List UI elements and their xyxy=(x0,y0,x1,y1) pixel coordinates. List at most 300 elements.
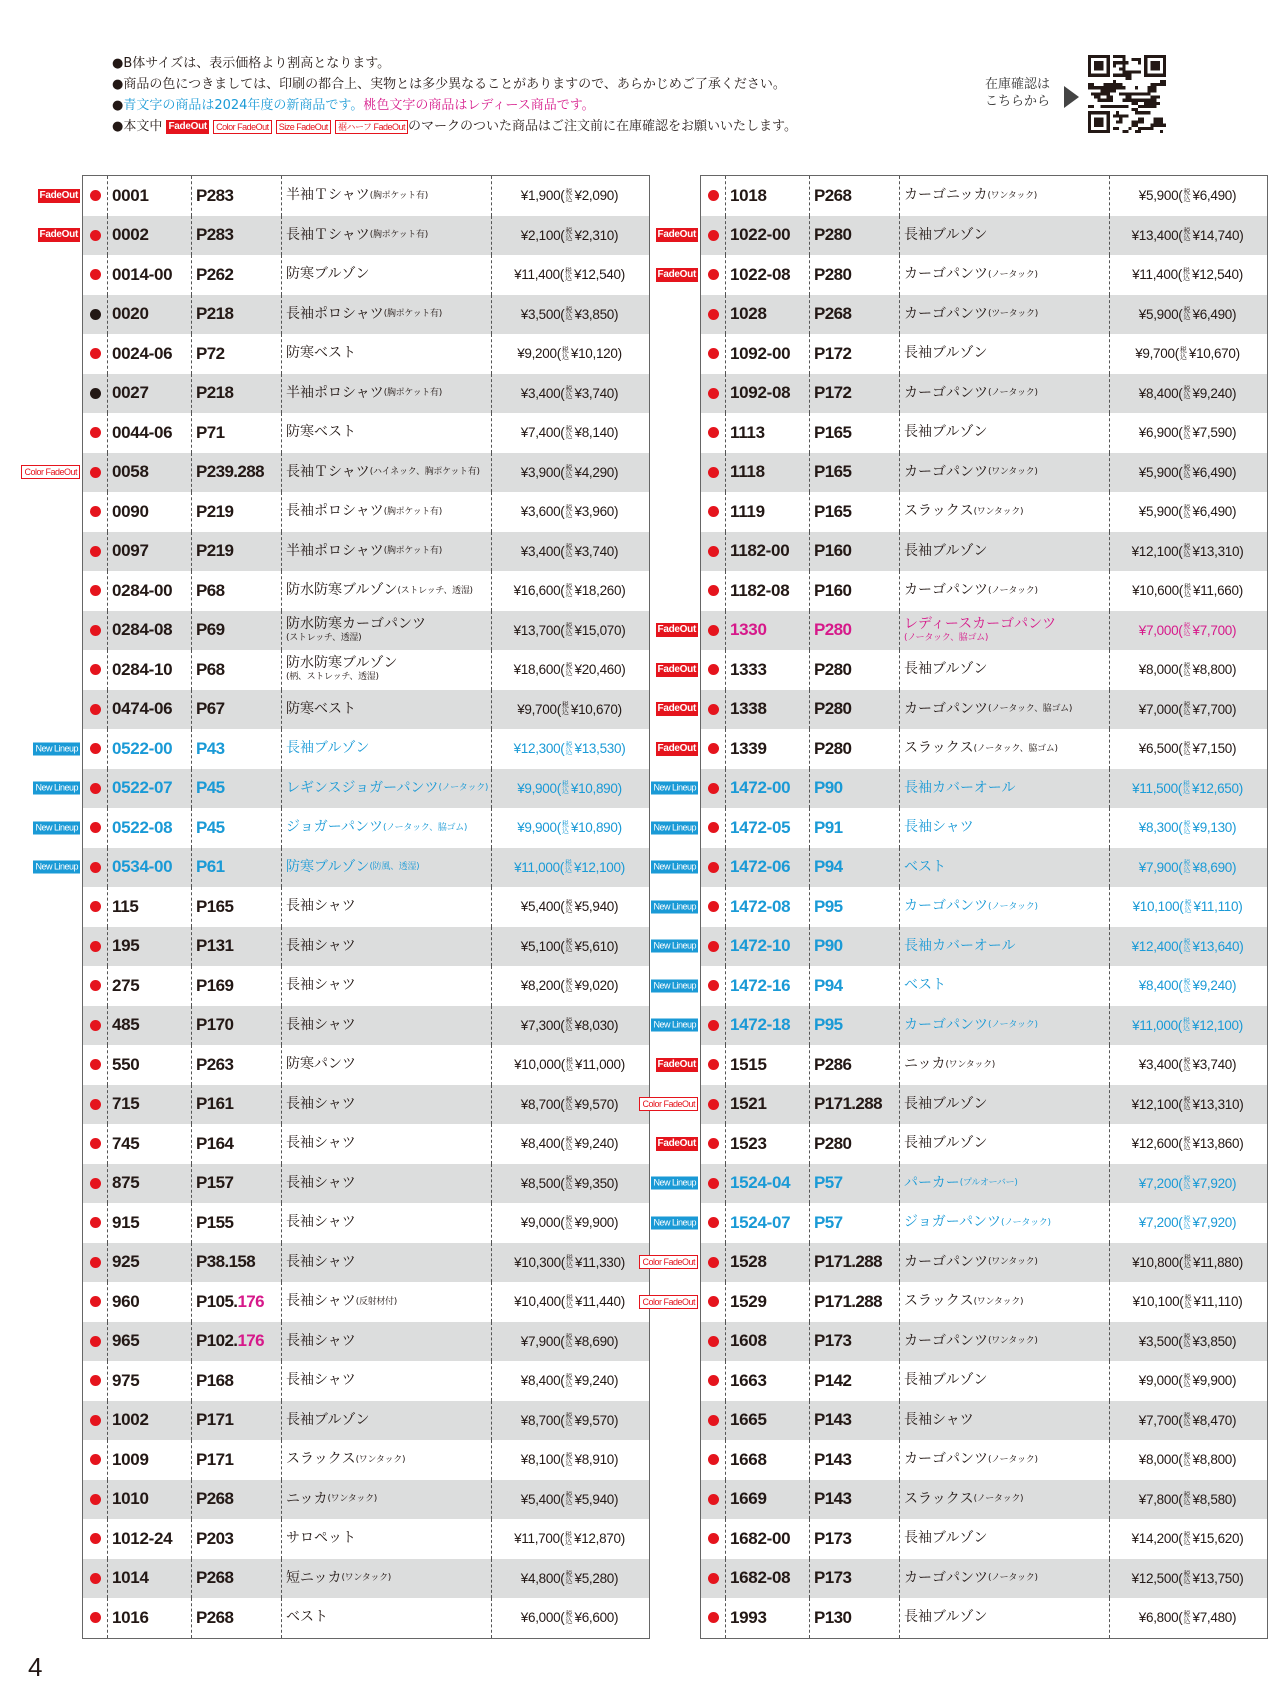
paren-close: ) xyxy=(1239,1136,1244,1152)
table-row xyxy=(657,1045,1267,1085)
catalog-page-main: P218 xyxy=(196,383,234,403)
tax-label: 税込 xyxy=(1183,307,1191,322)
tax-price-value: ¥9,900 xyxy=(1192,1373,1232,1389)
status-dot-icon xyxy=(90,1612,101,1623)
product-name-text: カーゴパンツ xyxy=(904,463,988,480)
status-dot-icon xyxy=(90,1178,101,1189)
price-value: ¥3,900 xyxy=(520,464,561,480)
price xyxy=(1109,690,1265,730)
paren-close: ) xyxy=(614,1017,619,1033)
tax-label: 税込 xyxy=(1183,1610,1191,1625)
product-note: (ワンタック) xyxy=(327,1494,378,1505)
catalog-page-main: P280 xyxy=(814,264,852,284)
note-line-3 xyxy=(112,95,797,116)
status-dot-cell xyxy=(83,216,107,256)
price xyxy=(1109,1006,1265,1046)
catalog-page xyxy=(191,808,281,848)
table-row xyxy=(83,413,649,453)
table-row xyxy=(83,571,649,611)
new-badge: New Lineup xyxy=(653,980,696,991)
product-name-text: レギンスジョガーパンツ xyxy=(286,779,439,796)
price xyxy=(491,769,647,809)
tax-price-value: ¥10,120 xyxy=(570,346,618,362)
status-dot-icon xyxy=(708,585,719,596)
catalog-page xyxy=(809,927,899,967)
paren-close: ) xyxy=(621,622,626,638)
tax-price-value: ¥3,740 xyxy=(574,543,614,559)
catalog-page xyxy=(809,255,899,295)
tax-label: 税込 xyxy=(1183,267,1190,282)
price xyxy=(1109,1045,1265,1085)
tax-price-value: ¥13,310 xyxy=(1192,1096,1240,1112)
price xyxy=(1109,927,1265,967)
note-suffix: のマークのついた商品はご注文前に在庫確認をお願いいたします。 xyxy=(408,119,797,134)
product-code: 0097 xyxy=(107,532,191,572)
tax-price-value: ¥9,130 xyxy=(1192,820,1232,836)
paren-open: ( xyxy=(560,741,565,757)
catalog-page-main: P268 xyxy=(814,185,852,205)
price-value: ¥8,400 xyxy=(520,1373,561,1389)
new-badge: New Lineup xyxy=(653,861,696,872)
product-name xyxy=(899,650,1109,690)
status-dot-cell xyxy=(83,1164,107,1204)
product-code: 1608 xyxy=(725,1322,809,1362)
product-name-text: 防水防寒ブルゾン xyxy=(286,655,398,672)
status-dot-icon xyxy=(708,1257,719,1268)
catalog-page-main: P38.158 xyxy=(196,1252,256,1272)
status-dot-cell xyxy=(701,1559,725,1599)
fade-badge: FadeOut xyxy=(657,268,696,280)
table-row xyxy=(35,729,649,769)
price xyxy=(491,690,647,730)
price xyxy=(491,1045,647,1085)
status-dot-cell xyxy=(83,1440,107,1480)
status-dot-cell xyxy=(83,1203,107,1243)
paren-close: ) xyxy=(1232,701,1237,717)
product-name xyxy=(281,1282,491,1322)
tax-price-value: ¥3,850 xyxy=(574,306,614,322)
product-name xyxy=(281,1440,491,1480)
status-dot-icon xyxy=(90,546,101,557)
tax-price-value: ¥9,240 xyxy=(1192,385,1232,401)
tax-label: 税込 xyxy=(1183,544,1191,559)
price-value: ¥7,200 xyxy=(1138,1215,1179,1231)
product-name-text: カーゴパンツ xyxy=(904,1569,988,1586)
product-note: (プルオーバー) xyxy=(959,1178,1018,1189)
catalog-page xyxy=(809,1440,899,1480)
status-dot-icon xyxy=(708,388,719,399)
price-value: ¥10,400 xyxy=(514,1294,561,1310)
price-value: ¥9,700 xyxy=(517,701,557,717)
product-name xyxy=(281,1480,491,1520)
price-value: ¥9,700 xyxy=(1135,346,1175,362)
table-row xyxy=(83,650,649,690)
catalog-page xyxy=(191,1598,281,1638)
product-code: 1018 xyxy=(725,176,809,216)
product-name-text: 防寒ベスト xyxy=(286,345,356,362)
status-dot-cell xyxy=(83,334,107,374)
product-code: 275 xyxy=(107,966,191,1006)
status-dot-cell xyxy=(83,1322,107,1362)
tax-price-value: ¥9,020 xyxy=(574,978,614,994)
tax-price-value: ¥10,670 xyxy=(1188,346,1236,362)
product-code: 1472-10 xyxy=(725,927,809,967)
status-dot-icon xyxy=(90,1296,101,1307)
product-name xyxy=(899,413,1109,453)
product-name-text: 長袖シャツ xyxy=(286,1372,356,1389)
catalog-page-main: P171 xyxy=(196,1410,234,1430)
product-code: 485 xyxy=(107,1006,191,1046)
tax-price-value: ¥6,490 xyxy=(1192,188,1232,204)
price xyxy=(491,492,647,532)
status-dot-cell xyxy=(701,650,725,690)
tax-price-value: ¥3,740 xyxy=(574,385,614,401)
status-dot-cell xyxy=(701,927,725,967)
tax-label: 税込 xyxy=(565,1571,573,1586)
paren-open: ( xyxy=(560,662,565,678)
paren-open: ( xyxy=(560,1610,565,1626)
price-value: ¥9,000 xyxy=(520,1215,561,1231)
product-code: 1529 xyxy=(725,1282,809,1322)
price xyxy=(491,1361,647,1401)
product-name xyxy=(899,808,1109,848)
catalog-page-main: P143 xyxy=(814,1449,852,1469)
catalog-page-main: P280 xyxy=(814,659,852,679)
product-name-text: 長袖ブルゾン xyxy=(286,740,370,757)
status-dot-cell xyxy=(83,1401,107,1441)
paren-close: ) xyxy=(1232,306,1237,322)
status-dot-icon xyxy=(708,190,719,201)
product-name xyxy=(281,611,491,651)
product-note: (ノータック) xyxy=(988,269,1038,280)
product-note: (胸ポケット有) xyxy=(383,388,442,399)
price-value: ¥11,000 xyxy=(514,859,560,875)
tax-label: 税込 xyxy=(1183,1492,1191,1507)
paren-open: ( xyxy=(1178,1531,1183,1547)
tax-label: 税込 xyxy=(565,623,573,638)
catalog-page-main: P173 xyxy=(814,1528,852,1548)
price-value: ¥7,400 xyxy=(520,425,561,441)
product-code: 1016 xyxy=(107,1598,191,1638)
paren-open: ( xyxy=(1178,1215,1183,1231)
catalog-page xyxy=(191,255,281,295)
product-name xyxy=(281,1203,491,1243)
product-note: (ノータック) xyxy=(988,585,1038,596)
catalog-page-main: P94 xyxy=(814,975,843,995)
tax-price-value: ¥5,610 xyxy=(574,938,614,954)
qr-code-icon[interactable] xyxy=(1088,55,1166,133)
product-name-text: 防寒パンツ xyxy=(286,1056,356,1073)
product-name-text: カーゴパンツ xyxy=(904,1451,988,1468)
paren-close: ) xyxy=(1238,899,1243,915)
product-name-text: 防寒ブルゾン xyxy=(286,266,370,283)
catalog-page xyxy=(191,887,281,927)
price xyxy=(491,1519,647,1559)
price-value: ¥11,400 xyxy=(1132,267,1178,283)
table-row xyxy=(83,1401,649,1441)
table-row xyxy=(701,374,1267,414)
product-code: 1665 xyxy=(725,1401,809,1441)
product-name xyxy=(281,1243,491,1283)
product-code: 1338 xyxy=(725,690,809,730)
tax-price-value: ¥7,480 xyxy=(1192,1610,1232,1626)
status-dot-icon xyxy=(90,585,101,596)
tax-price-value: ¥6,490 xyxy=(1192,464,1232,480)
catalog-page xyxy=(809,295,899,335)
table-row xyxy=(701,1361,1267,1401)
price xyxy=(491,1598,647,1638)
tax-label: 税込 xyxy=(565,1136,573,1151)
tax-price-value: ¥10,890 xyxy=(570,820,618,836)
product-name xyxy=(899,176,1109,216)
product-code: 1524-07 xyxy=(725,1203,809,1243)
status-dot-cell xyxy=(701,255,725,295)
table-row xyxy=(642,1282,1267,1322)
price xyxy=(1109,1519,1265,1559)
tax-price-value: ¥7,700 xyxy=(1192,701,1232,717)
status-dot-cell xyxy=(701,1282,725,1322)
price-value: ¥4,800 xyxy=(520,1570,561,1586)
product-code: 0284-08 xyxy=(107,611,191,651)
paren-open: ( xyxy=(560,227,565,243)
catalog-page xyxy=(809,1401,899,1441)
tax-price-value: ¥13,640 xyxy=(1192,938,1240,954)
status-dot-cell xyxy=(83,1124,107,1164)
status-dot-cell xyxy=(83,492,107,532)
paren-open: ( xyxy=(1178,1610,1183,1626)
paren-open: ( xyxy=(1178,859,1183,875)
price xyxy=(491,216,647,256)
price xyxy=(1109,216,1265,256)
tax-price-value: ¥11,880 xyxy=(1193,1254,1239,1270)
status-dot-cell xyxy=(83,1361,107,1401)
catalog-page xyxy=(191,1164,281,1204)
price-value: ¥5,900 xyxy=(1138,306,1179,322)
status-dot-cell xyxy=(83,1282,107,1322)
price xyxy=(491,334,647,374)
tax-price-value: ¥3,960 xyxy=(574,504,614,520)
status-dot-icon xyxy=(90,1059,101,1070)
product-code: 1528 xyxy=(725,1243,809,1283)
tax-label: 税込 xyxy=(1184,1294,1192,1309)
product-name xyxy=(899,1006,1109,1046)
paren-open: ( xyxy=(1178,662,1183,678)
product-code: 975 xyxy=(107,1361,191,1401)
product-note: (ストレッチ、透湿) xyxy=(397,585,473,596)
status-dot-cell xyxy=(701,1480,725,1520)
tax-label: 税込 xyxy=(565,544,573,559)
tax-label: 税込 xyxy=(1184,583,1191,598)
product-code: 915 xyxy=(107,1203,191,1243)
product-note: (ノータック) xyxy=(438,783,489,794)
table-row xyxy=(657,729,1267,769)
product-name-text: 長袖シャツ xyxy=(286,1174,356,1191)
catalog-page-main: P171.288 xyxy=(814,1291,882,1311)
product-name xyxy=(281,848,491,888)
catalog-page-main: P286 xyxy=(814,1054,852,1074)
status-dot-icon xyxy=(90,783,101,794)
color-badge: Color FadeOut xyxy=(21,465,80,479)
status-dot-cell xyxy=(83,1085,107,1125)
table-row xyxy=(83,1361,649,1401)
paren-open: ( xyxy=(1178,1254,1183,1270)
table-row xyxy=(701,334,1267,374)
product-note: (胸ポケット有) xyxy=(383,546,442,557)
price-value: ¥8,100 xyxy=(520,1452,561,1468)
product-name xyxy=(281,571,491,611)
catalog-page-main: P280 xyxy=(814,225,852,245)
status-dot-icon xyxy=(708,1138,719,1149)
product-name-text: 長袖シャツ xyxy=(286,977,356,994)
catalog-page-main: P283 xyxy=(196,185,234,205)
paren-open: ( xyxy=(1177,780,1182,796)
catalog-page-main: P283 xyxy=(196,225,234,245)
status-dot-icon xyxy=(708,1573,719,1584)
status-dot-icon xyxy=(708,1612,719,1623)
table-row xyxy=(642,1085,1267,1125)
catalog-page xyxy=(809,966,899,1006)
paren-close: ) xyxy=(1232,1452,1237,1468)
product-name-text: カーゴパンツ xyxy=(904,305,988,322)
new-badge: New Lineup xyxy=(35,822,78,833)
catalog-page-main: P173 xyxy=(814,1331,852,1351)
catalog-page-main: P161 xyxy=(196,1094,234,1114)
catalog-page xyxy=(809,1164,899,1204)
price-value: ¥10,000 xyxy=(514,1057,561,1073)
status-dot-cell xyxy=(701,1085,725,1125)
price xyxy=(491,1480,647,1520)
catalog-page-main: P280 xyxy=(814,699,852,719)
table-row xyxy=(701,176,1267,216)
price xyxy=(1109,1598,1265,1638)
catalog-page-main: P239.288 xyxy=(196,462,264,482)
product-name-text: 長袖ブルゾン xyxy=(904,542,988,559)
tax-label: 税込 xyxy=(1183,860,1191,875)
paren-open: ( xyxy=(560,425,565,441)
price-value: ¥12,100 xyxy=(1131,543,1179,559)
product-code: 1472-00 xyxy=(725,769,809,809)
price xyxy=(1109,334,1265,374)
tax-price-value: ¥8,690 xyxy=(574,1333,614,1349)
catalog-page xyxy=(809,1361,899,1401)
table-row xyxy=(701,413,1267,453)
paren-open: ( xyxy=(1178,978,1183,994)
paren-close: ) xyxy=(620,1294,625,1310)
status-dot-cell xyxy=(83,1598,107,1638)
tax-price-value: ¥9,240 xyxy=(1192,978,1232,994)
paren-close: ) xyxy=(620,1531,625,1547)
paren-open: ( xyxy=(560,306,565,322)
tax-label: 税込 xyxy=(565,1531,572,1546)
product-name xyxy=(899,295,1109,335)
tax-price-value: ¥7,920 xyxy=(1192,1215,1232,1231)
status-dot-icon xyxy=(90,1336,101,1347)
tax-label: 税込 xyxy=(565,939,573,954)
catalog-page xyxy=(191,216,281,256)
product-name xyxy=(281,887,491,927)
tax-price-value: ¥11,000 xyxy=(575,1057,621,1073)
paren-open: ( xyxy=(560,978,565,994)
price-value: ¥12,300 xyxy=(513,741,561,757)
table-row xyxy=(653,887,1267,927)
paren-close: ) xyxy=(614,1491,619,1507)
price xyxy=(491,927,647,967)
paren-close: ) xyxy=(1232,385,1237,401)
status-dot-icon xyxy=(708,1336,719,1347)
status-dot-icon xyxy=(90,980,101,991)
price xyxy=(1109,887,1265,927)
price xyxy=(491,1085,647,1125)
table-row xyxy=(653,1164,1267,1204)
tax-price-value: ¥20,460 xyxy=(574,662,622,678)
price xyxy=(1109,1164,1265,1204)
paren-open: ( xyxy=(1178,1570,1183,1586)
paren-close: ) xyxy=(614,1452,619,1468)
product-code: 1333 xyxy=(725,650,809,690)
paren-close: ) xyxy=(1232,859,1237,875)
price-value: ¥12,600 xyxy=(1131,1136,1179,1152)
product-name xyxy=(281,255,491,295)
tax-price-value: ¥5,940 xyxy=(574,899,614,915)
tax-label: 税込 xyxy=(566,1294,573,1309)
product-note: (ノータック、脇ゴム) xyxy=(988,704,1073,715)
product-code: 1523 xyxy=(725,1124,809,1164)
product-name xyxy=(899,1322,1109,1362)
status-dot-icon xyxy=(90,427,101,438)
product-code: 1669 xyxy=(725,1480,809,1520)
price-value: ¥7,700 xyxy=(1138,1412,1179,1428)
product-name-text: 長袖カバーオール xyxy=(904,937,1016,954)
paren-close: ) xyxy=(1232,978,1237,994)
price-value: ¥7,000 xyxy=(1138,701,1179,717)
catalog-page-main: P102. xyxy=(196,1331,238,1351)
paren-close: ) xyxy=(1232,1333,1237,1349)
status-dot-icon xyxy=(708,1375,719,1386)
catalog-page-main: P268 xyxy=(814,304,852,324)
product-name xyxy=(899,453,1109,493)
product-note: (ノータック) xyxy=(988,1020,1038,1031)
status-dot-cell xyxy=(701,1598,725,1638)
product-name xyxy=(281,1361,491,1401)
catalog-page-main: P268 xyxy=(196,1568,234,1588)
tax-price-value: ¥2,090 xyxy=(574,188,614,204)
price xyxy=(491,1243,647,1283)
catalog-page xyxy=(191,690,281,730)
note-new-products: 青文字の商品は2024年度の新商品です。 xyxy=(123,98,364,113)
tax-label: 税込 xyxy=(565,504,573,519)
price-value: ¥9,200 xyxy=(517,346,557,362)
product-code: 0474-06 xyxy=(107,690,191,730)
catalog-page-main: P170 xyxy=(196,1015,234,1035)
product-name-text: カーゴパンツ xyxy=(904,700,988,717)
new-badge: New Lineup xyxy=(653,901,696,912)
product-name-text: レディースカーゴパンツ xyxy=(904,615,1057,632)
status-dot-icon xyxy=(90,743,101,754)
paren-open: ( xyxy=(1178,741,1183,757)
product-note: (ストレッチ、透湿) xyxy=(286,632,362,643)
price xyxy=(491,1124,647,1164)
color-badge: Color FadeOut xyxy=(639,1255,698,1269)
table-row xyxy=(657,255,1267,295)
catalog-page-main: P131 xyxy=(196,936,234,956)
paren-open: ( xyxy=(560,1215,565,1231)
product-code: 0002 xyxy=(107,216,191,256)
price-value: ¥7,800 xyxy=(1138,1491,1179,1507)
paren-close: ) xyxy=(617,701,622,717)
paren-close: ) xyxy=(621,662,626,678)
catalog-page-main: P160 xyxy=(814,580,852,600)
product-name xyxy=(281,1124,491,1164)
